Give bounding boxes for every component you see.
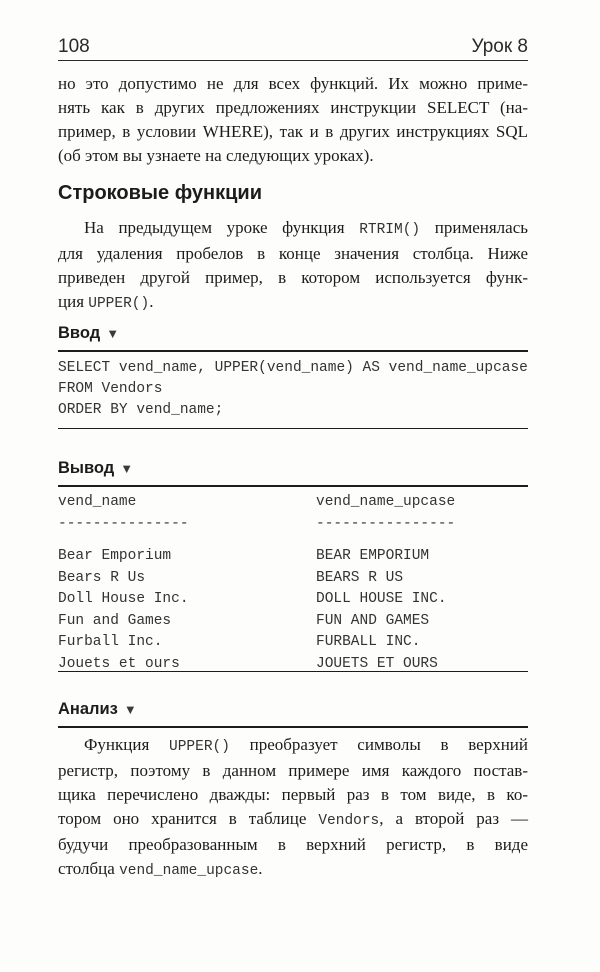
input-bottom-rule xyxy=(58,428,528,429)
output-cell: JOUETS ET OURS xyxy=(316,655,438,672)
section-line: приведен другой пример, в котором используется функ- xyxy=(58,268,528,287)
inline-code: UPPER() xyxy=(169,739,230,755)
output-cell: BEAR EMPORIUM xyxy=(316,548,430,564)
output-cell: BEARS R US xyxy=(316,569,404,586)
input-top-rule xyxy=(58,350,528,352)
output-cell: Doll House Inc. xyxy=(58,591,189,607)
text-run: преобразует символы в верхний xyxy=(229,735,528,754)
output-cell: FUN AND GAMES xyxy=(316,612,430,629)
code-line: FROM Vendors xyxy=(58,381,163,397)
output-bottom-rule xyxy=(58,671,528,672)
intro-line: пример, в условии WHERE), так и в других инструкциях SQL xyxy=(58,122,528,141)
analysis-line xyxy=(58,857,528,883)
triangle-down-icon: ▼ xyxy=(123,702,137,717)
section-paragraph xyxy=(58,216,528,316)
inline-code: RTRIM() xyxy=(359,222,421,238)
input-label-text: Ввод xyxy=(58,324,101,342)
inline-code: vend_name_upcase xyxy=(119,863,259,879)
text-run: , а второй раз — xyxy=(379,809,528,828)
column-separator: ---------------- xyxy=(316,515,456,532)
output-separator-row xyxy=(58,514,528,536)
triangle-down-icon: ▼ xyxy=(120,461,134,476)
code-line: SELECT vend_name, UPPER(vend_name) AS vend_name_upcase xyxy=(58,360,528,376)
output-cell: Fun and Games xyxy=(58,612,172,629)
output-cell: DOLL HOUSE INC. xyxy=(316,591,447,607)
analysis-paragraph xyxy=(58,733,528,883)
column-separator: --------------- xyxy=(58,515,189,532)
analysis-line: щика перечислено дважды: первый раз в том виде, в ко- xyxy=(58,785,528,804)
column-header: vend_name xyxy=(58,494,137,510)
analysis-line xyxy=(58,733,528,759)
output-row xyxy=(58,632,528,654)
text-run: тором оно хранится в таблице xyxy=(58,809,319,828)
section-heading: Строковые функции xyxy=(58,182,263,204)
output-header-row xyxy=(58,492,528,514)
query-output xyxy=(58,492,528,675)
analysis-line xyxy=(58,807,528,833)
analysis-label xyxy=(58,700,137,719)
output-label xyxy=(58,459,133,478)
output-cell: Bear Emporium xyxy=(58,548,172,564)
running-header xyxy=(58,28,528,58)
section-line xyxy=(58,216,528,242)
output-row xyxy=(58,611,528,633)
intro-line: нять как в других предложениях инструкции SELECT (на- xyxy=(58,98,528,117)
text-run: Функция xyxy=(84,735,170,754)
output-cell: Furball Inc. xyxy=(58,634,163,650)
lesson-title: Урок 8 xyxy=(471,36,528,57)
header-rule xyxy=(58,60,528,61)
text-run: применялась xyxy=(420,218,528,237)
text-run: На предыдущем уроке функция xyxy=(84,218,360,237)
section-line: для удаления пробелов в конце значения столбца. Ниже xyxy=(58,244,528,263)
section-line xyxy=(58,290,528,316)
text-run: . xyxy=(149,292,154,311)
analysis-rule xyxy=(58,726,528,728)
sql-code-block xyxy=(58,358,528,421)
intro-paragraph xyxy=(58,72,528,168)
code-line: ORDER BY vend_name; xyxy=(58,402,224,418)
column-header: vend_name_upcase xyxy=(316,494,456,510)
output-row xyxy=(58,546,528,568)
output-label-text: Вывод xyxy=(58,459,115,477)
text-run: . xyxy=(258,859,263,878)
output-cell: Jouets et ours xyxy=(58,655,180,672)
analysis-line: регистр, поэтому в данном примере имя каждого постав- xyxy=(58,761,528,780)
output-spacer xyxy=(58,535,528,546)
intro-line: (об этом вы узнаете на следующих уроках). xyxy=(58,146,374,165)
input-label xyxy=(58,324,119,343)
page-number: 108 xyxy=(58,36,90,57)
output-row xyxy=(58,589,528,611)
intro-line: но это допустимо не для всех функций. Их можно приме- xyxy=(58,74,528,93)
text-run: ция xyxy=(58,292,89,311)
output-cell: Bears R Us xyxy=(58,569,146,586)
inline-code: Vendors xyxy=(318,813,380,829)
output-top-rule xyxy=(58,485,528,487)
output-cell: FURBALL INC. xyxy=(316,634,421,650)
triangle-down-icon: ▼ xyxy=(106,326,120,341)
analysis-line: будучи преобразованным в верхний регистр, в виде xyxy=(58,835,528,854)
text-run: столбца xyxy=(58,859,120,878)
output-row xyxy=(58,568,528,590)
analysis-label-text: Анализ xyxy=(58,700,118,718)
inline-code: UPPER() xyxy=(88,296,150,312)
